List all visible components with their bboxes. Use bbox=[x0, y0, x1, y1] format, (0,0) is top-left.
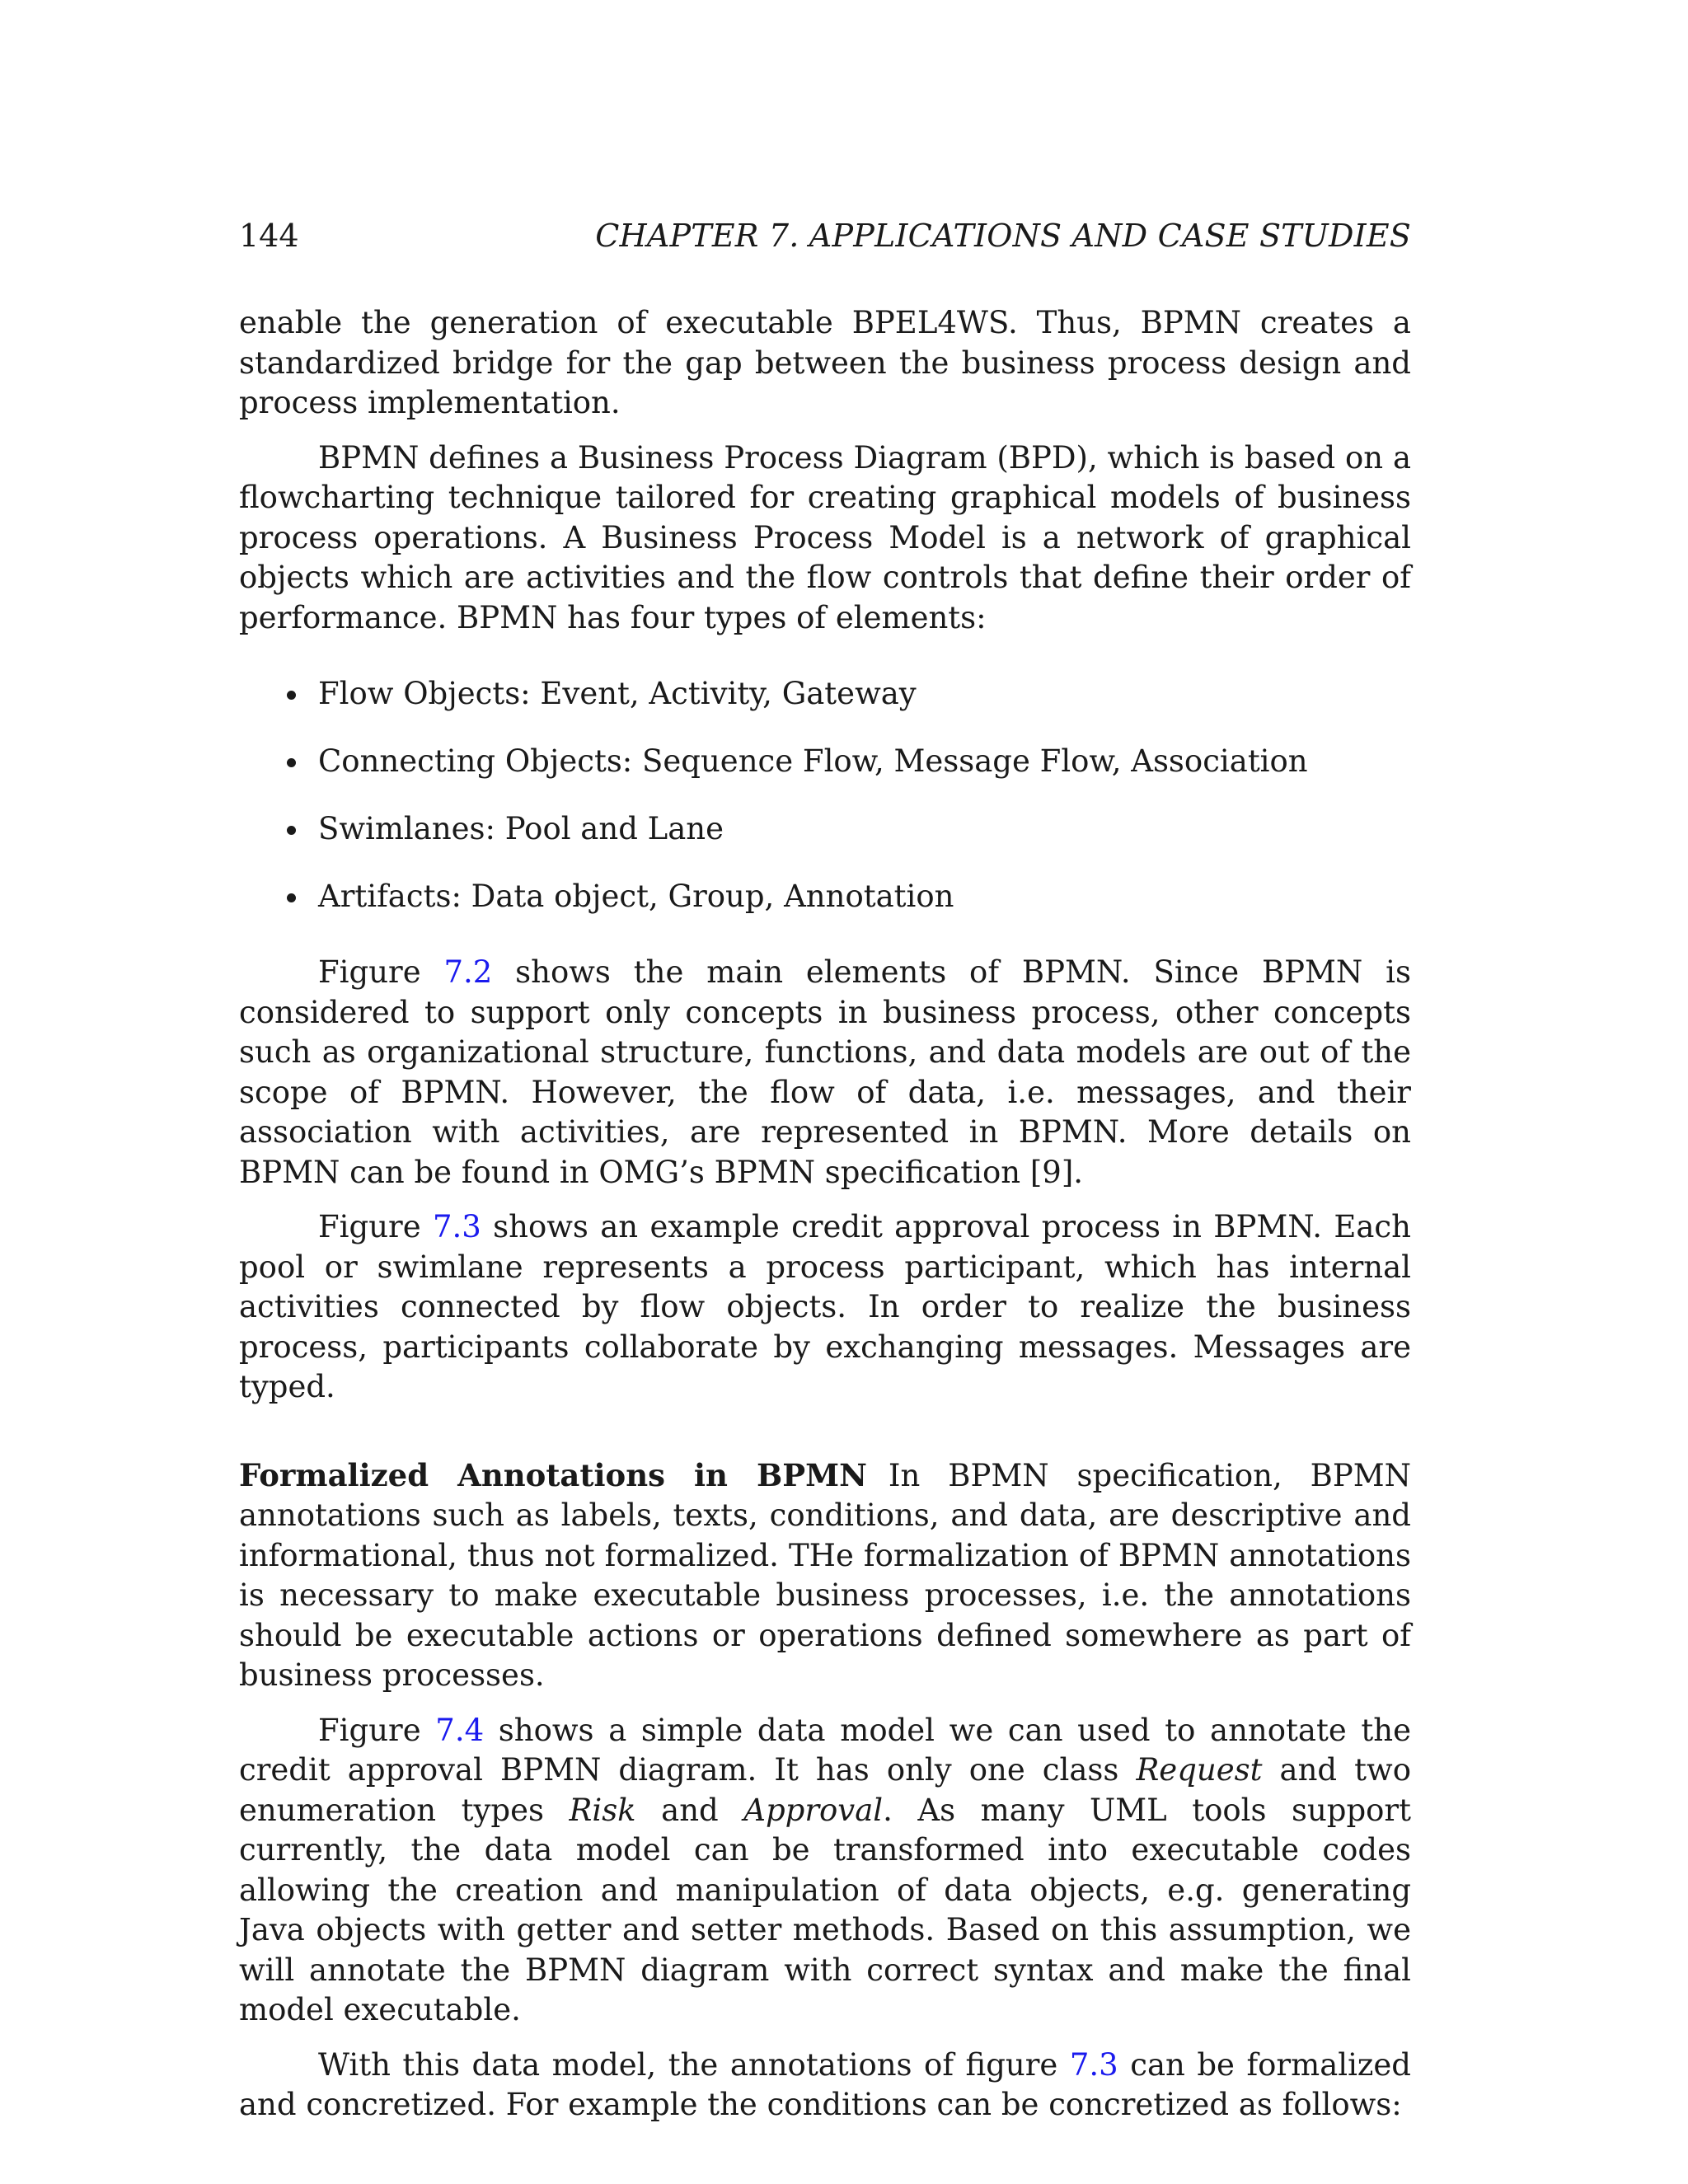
list-item-text: Connecting Objects: Sequence Flow, Message Flow, Association bbox=[318, 743, 1308, 779]
enum-name: Risk bbox=[569, 1792, 636, 1828]
paragraph-text: Figure bbox=[318, 1209, 433, 1244]
element-types-list bbox=[239, 674, 1411, 916]
bullet-icon bbox=[287, 826, 296, 835]
paragraph-text: In BPMN specification, BPMN annotations such as labels, texts, conditions, and data, are descriptive and informational, thus not formalized. THe formalization of BPMN annotations is necessary to make executable business processes, i.e. the annotations should be executable actions or operations defined somewhere as part of business processes. bbox=[239, 1457, 1411, 1693]
section-heading: Formalized Annotations in BPMN bbox=[239, 1456, 867, 1493]
paragraph-figure-7-2 bbox=[239, 953, 1411, 1193]
enum-name: Approval bbox=[743, 1792, 884, 1828]
paragraph-data-model bbox=[239, 2046, 1411, 2125]
paragraph-text: . As many UML tools support currently, the data model can be transformed into executable codes allowing the creation and manipulation of data objects, e.g. generating Java objects with getter and setter methods. Based on this assumption, we will annotate the BPMN diagram with correct syntax and make the final model executable. bbox=[239, 1792, 1411, 2027]
paragraph-text: shows a simple data model we can used to annotate the credit approval BPMN diagram. It has only one class bbox=[239, 1712, 1411, 1788]
paragraph-formalized-annotations bbox=[239, 1455, 1411, 1696]
bullet-icon bbox=[287, 893, 296, 902]
paragraph-figure-7-4 bbox=[239, 1711, 1411, 2031]
paragraph-text: enable the generation of executable BPEL4WS. Thus, BPMN creates a standardized bridge for the gap between the business process design and process implementation. bbox=[239, 305, 1411, 420]
figure-ref-link[interactable]: 7.4 bbox=[435, 1712, 485, 1748]
figure-ref-link[interactable]: 7.3 bbox=[432, 1209, 481, 1244]
paragraph-bpd bbox=[239, 438, 1411, 639]
paragraph-text: and bbox=[635, 1792, 744, 1828]
paragraph-text: With this data model, the annotations of figure bbox=[318, 2046, 1070, 2083]
list-item-text: Swimlanes: Pool and Lane bbox=[318, 811, 724, 846]
list-item bbox=[239, 742, 1411, 781]
paragraph-text: shows an example credit approval process in BPMN. Each pool or swimlane represents a process participant, which has internal activities connected by flow objects. In order to realize the business process, participants collaborate by exchanging messages. Messages are typed. bbox=[239, 1209, 1411, 1404]
list-item bbox=[239, 877, 1411, 916]
paragraph-text: and two enumeration types bbox=[239, 1752, 1411, 1828]
body-text bbox=[239, 303, 1411, 2140]
bullet-icon bbox=[287, 691, 296, 700]
paragraph-continuation bbox=[239, 303, 1411, 424]
chapter-title: CHAPTER 7. APPLICATIONS AND CASE STUDIES bbox=[595, 218, 1411, 254]
list-item bbox=[239, 809, 1411, 849]
bullet-icon bbox=[287, 758, 296, 767]
page-number: 144 bbox=[239, 218, 299, 254]
paragraph-text: can be formalized and concretized. For example the conditions can be concretized as follows: bbox=[239, 2046, 1411, 2122]
paragraph-text: BPMN defines a Business Process Diagram (BPD), which is based on a flowcharting technique tailored for creating graphical models of business process operations. A Business Process Model is a network of graphical objects which are activities and the flow controls that define their order of performance. BPMN has four types of elements: bbox=[239, 439, 1411, 635]
list-item-text: Flow Objects: Event, Activity, Gateway bbox=[318, 676, 917, 711]
class-name: Request bbox=[1136, 1752, 1263, 1788]
running-header bbox=[239, 216, 1411, 255]
figure-ref-link[interactable]: 7.2 bbox=[443, 954, 493, 990]
list-item bbox=[239, 674, 1411, 714]
figure-ref-link[interactable]: 7.3 bbox=[1069, 2046, 1118, 2083]
paragraph-text: shows the main elements of BPMN. Since BPMN is considered to support only concepts in business process, other concepts such as organizational structure, functions, and data models are out of the scope of BPMN. However, the flow of data, i.e. messages, and their association with activities, are represented in BPMN. More details on BPMN can be found in OMG’s BPMN specification [9]. bbox=[239, 954, 1411, 1190]
list-item-text: Artifacts: Data object, Group, Annotation bbox=[318, 879, 954, 914]
paragraph-text: Figure bbox=[318, 1712, 436, 1748]
paragraph-figure-7-3 bbox=[239, 1207, 1411, 1408]
paragraph-text: Figure bbox=[318, 954, 444, 990]
